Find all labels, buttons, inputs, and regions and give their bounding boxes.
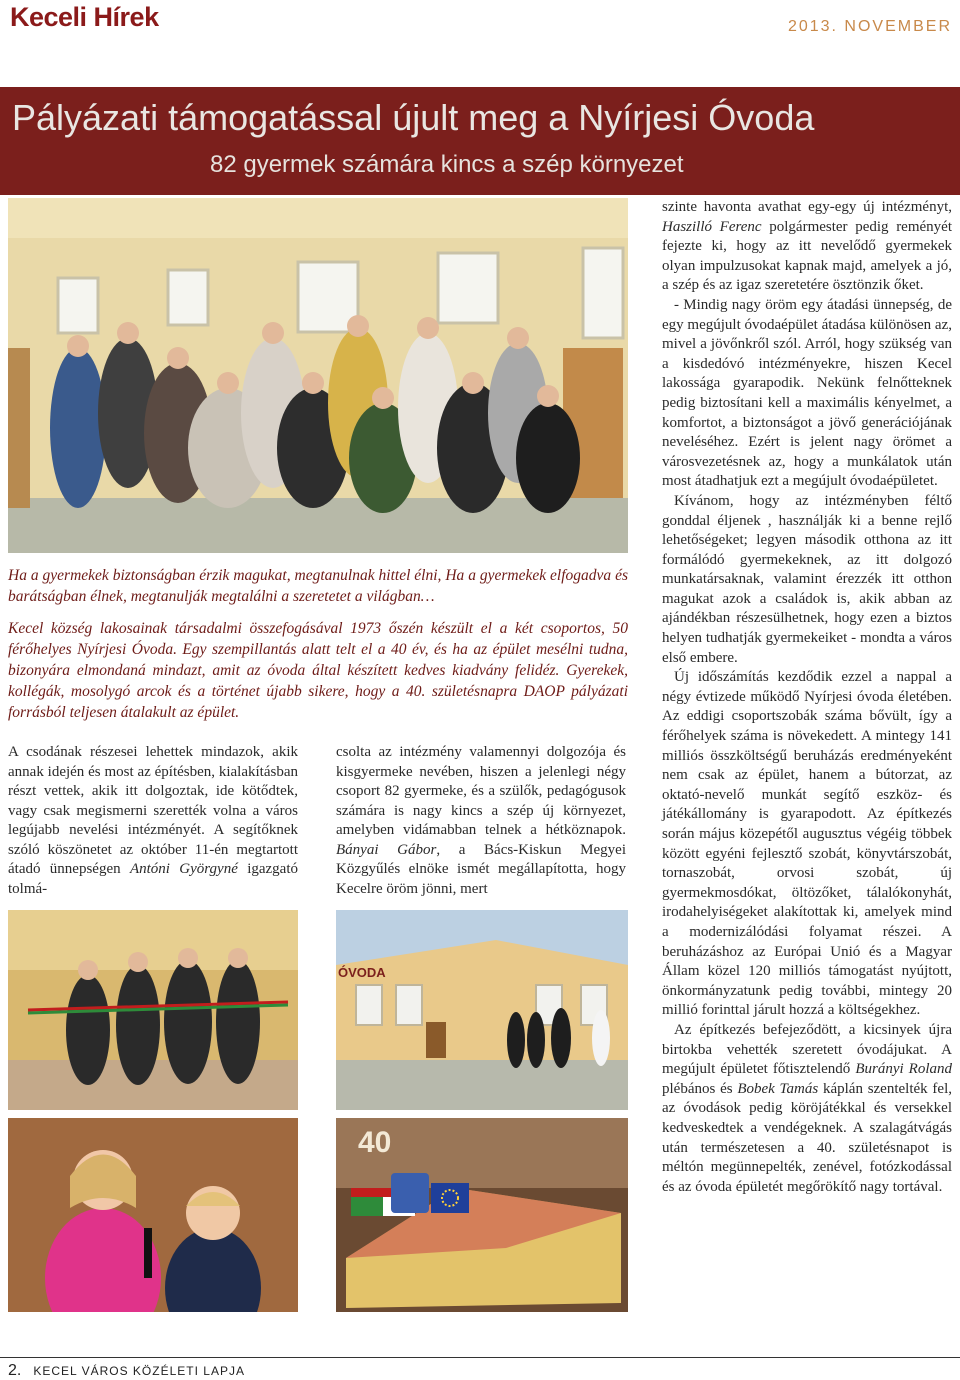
person-name: Antóni Györgyné xyxy=(129,861,238,877)
article-title: Pályázati támogatással újult meg a Nyírjesi Óvoda xyxy=(12,97,815,138)
person-name: Burányi Roland xyxy=(855,1061,952,1078)
building-photo xyxy=(336,910,628,1110)
cake-number: 40 xyxy=(358,1126,392,1159)
footer-rule xyxy=(0,1357,960,1358)
page-number: 2. xyxy=(8,1362,22,1379)
building-sign: ÓVODA xyxy=(338,965,386,980)
article-subtitle: 82 gyermek számára kincs a szép környezet xyxy=(210,151,684,178)
body-paragraph-2: csolta az intézmény valamennyi dolgozója és kisgyermeke nevében, hiszen a jelenlegi négy csoport 82 gyermeke, és a szülők, pedagógusok számára is nagy kincs a szép új környezet, amelyben vidámabban telnek a hétköznapok. Bányai Gábor, a Bács-Kiskun Megyei Közgyűlés elnöke ismét megállapította, hogy Kecelre öröm jönni, mert xyxy=(336,744,626,897)
article-banner xyxy=(0,87,960,195)
publication-title: Keceli Hírek xyxy=(10,2,159,32)
article-lead xyxy=(8,565,628,734)
cake-photo xyxy=(336,1118,628,1312)
person-name: Bányai Gábor xyxy=(336,841,437,858)
publication-line: KECEL VÁROS KÖZÉLETI LAPJA xyxy=(33,1364,245,1378)
right-paragraph-4: Új időszámítás kezdődik ezzel a nappal a négy évtizede működő Nyírjesi óvoda életében. Az eddigi csoportszobák száma bővült, így a férőhelyek száma is növekedett. A mintegy 141 milliós összköltségű beruházás eredményeként nem csak az épület, hanem a bútorzat, az oktató-nevelő munkát segítő eszköz- és játékállomány is gyarapodott. Az építkezés során május közepétől augusztus végéig többek között egyéni fejlesztő szobát, könyvtárszobát, tornaszobát, orvosi szobát, új gyermekmosdókat, öltözőket, tálalókonyhát, irodahelyiségeket alakítottak ki, amelyek mind a modernizálódási folyamat részei. A beruházáshoz az Európai Unió és a Magyar Állam közel 120 milliós támogatást nyújtott, önkormányzatunk pedig további, mintegy 20 millió forinttal járult hozzá a költségekhez. xyxy=(662,669,952,1019)
body-column-2 xyxy=(336,743,626,899)
page-footer xyxy=(8,1362,245,1380)
group-photo xyxy=(8,198,628,553)
right-paragraph-2: - Mindig nagy öröm egy átadási ünnepség, de egy megújult óvodaépület átadása különösen az, mivel a jövőnkről szól. Arról, hogy szükség van a kisdedóvó intézményekre, hiszen Kecel lakossága gyarapodik. Nekünk felnőtteknek pedig biztosítani kell a maximális kényelmet, a komfortot, a biztonságot a jövő generációjának neveléséhez. Ezért is jelent nagy örömet a városvezetésnek az, hogy a munkálatok után most átadhatjuk ezt a megújult óvodaépületet. xyxy=(662,296,952,490)
right-paragraph-5: Az építkezés befejeződött, a kicsinyek újra birtokba vehették szeretett óvodájukat. A megújult épületet főtisztelendő Burányi Roland plébános és Bobek Tamás káplán szentelték fel, az óvodások pedig köröjátékkal és versekkel kedveskedtek a vendégeknek. A szalagátvágás után természetesen a 40. születésnapot is méltón megünnepelték, zenével, fotózkodással és az óvoda épületét megőrökítő nagy tortával. xyxy=(662,1021,952,1195)
children-photo xyxy=(8,1118,298,1312)
ribbon-cutting-photo xyxy=(8,910,298,1110)
body-column-1 xyxy=(8,743,298,899)
right-paragraph-3: Kívánom, hogy az intézményben féltő gonddal éljenek , használják ki a benne rejlő lehetőségeket; legyen második otthona az itt formálódó gyermekeknek, az itt dolgozó munkatársaknak, valamint érezzék itt otthon magukat azok a családok is, akik abban az ajándékban részesülhetnek, hogy ezen a biztos helyen tudhatják gyermekeiket - mondta a város első embere. xyxy=(662,492,952,666)
person-name: Bobek Tamás xyxy=(737,1080,819,1097)
right-paragraph-1: szinte havonta avathat egy-egy új intézményt, Haszilló Ferenc polgármester pedig reményét fejezte ki, hogy az itt nevelődő gyermekek olyan impulzusokat kapnak majd, amelyek a jó, a szép és az igaz szeretetére ösztönzik őket. xyxy=(662,199,952,294)
issue-date: 2013. NOVEMBER xyxy=(787,18,952,35)
right-column xyxy=(662,198,952,1197)
lead-quote: Ha a gyermekek biztonságban érzik magukat, megtanulnak hittel élni, Ha a gyermekek elfogadva és barátságban élnek, megtanulják megtalálni a szeretetet a világban… xyxy=(8,567,628,605)
person-name: Haszilló Ferenc xyxy=(662,218,762,235)
lead-intro: Kecel község lakosainak társadalmi összefogásával 1973 őszén készült el a két csoportos, 50 férőhelyes Nyírjesi Óvoda. Egy szempillantás alatt telt el a 40 év, és ha az épület mesélni tudna, bizonyára elmondaná mindazt, amit az óvoda által készített kedves kiadvány felidéz. Gyerekek, kollégák, mosolygó arcok és a történet újabb sikere, hogy a 40. születésnapra DAOP pályázati forrásból teljesen átalakult az épület. xyxy=(8,620,628,721)
body-paragraph-1: A csodának részesei lehettek mindazok, akik annak idején és most az építésben, kialakításban részt vettek, akik itt dolgoztak, ide kötődtek, vagy csak megismerni szerették volna a város legújabb nevelési intézményét. A segítőknek szóló köszönetet az október 11-én megtartott átadó ünnepségen Antóni Györgyné igazgató tolmá- xyxy=(8,744,299,897)
